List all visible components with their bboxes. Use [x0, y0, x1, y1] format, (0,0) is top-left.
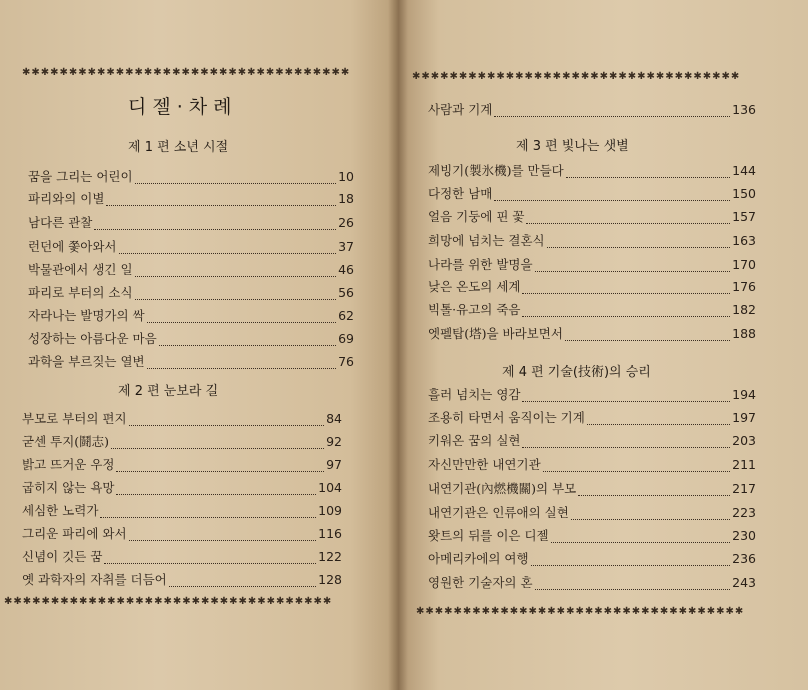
toc-entry-title: 희망에 넘치는 결혼식	[428, 233, 545, 248]
toc-entry-title: 자신만만한 내연기관	[428, 457, 541, 472]
toc-entry-title: 내연기관(內燃機關)의 부모	[428, 481, 577, 496]
toc-entry	[428, 256, 756, 274]
toc-entry	[22, 410, 342, 428]
toc-entry-page: 182	[732, 302, 756, 317]
toc-entry	[428, 208, 756, 226]
toc-entry-page: 188	[732, 326, 756, 341]
toc-entry	[28, 214, 354, 232]
toc-entry-page: 97	[326, 457, 342, 472]
toc-entry	[428, 432, 756, 450]
toc-entry	[428, 550, 756, 568]
toc-entry-title: 빅톨·유고의 죽음	[428, 302, 521, 317]
toc-entry-title: 낮은 온도의 세계	[428, 279, 521, 294]
toc-entry	[428, 409, 756, 427]
toc-entry-page: 128	[318, 572, 342, 587]
toc-entry-title: 얼음 기둥에 핀 꽃	[428, 209, 525, 224]
toc-entry	[428, 386, 756, 404]
toc-entry-title: 엣펠탑(塔)을 바라보면서	[428, 326, 563, 341]
toc-entry-page: 211	[732, 457, 756, 472]
toc-entry	[22, 479, 342, 497]
toc-entry-page: 144	[732, 163, 756, 178]
toc-entry-title: 신념이 깃든 꿈	[22, 549, 103, 564]
toc-entry-title: 그리운 파리에 와서	[22, 526, 127, 541]
toc-entry-page: 109	[318, 503, 342, 518]
ornament-border-top-left: ✱✱✱✱✱✱✱✱✱✱✱✱✱✱✱✱✱✱✱✱✱✱✱✱✱✱✱✱✱✱✱✱✱✱✱	[22, 67, 351, 78]
toc-entry-title: 파리와의 이별	[28, 191, 105, 206]
toc-entry	[428, 325, 756, 343]
toc-entry-page: 104	[318, 480, 342, 495]
toc-entry	[22, 571, 342, 589]
toc-entry-title: 세심한 노력가	[22, 503, 99, 518]
toc-entry-page: 150	[732, 186, 756, 201]
toc-entry-title: 옛 과학자의 자취를 더듬어	[22, 572, 167, 587]
book-gutter	[388, 0, 408, 690]
toc-entry-title: 꿈을 그리는 어린이	[28, 169, 133, 184]
toc-entry	[428, 504, 756, 522]
toc-entry-title: 밝고 뜨거운 우정	[22, 457, 115, 472]
toc-entry-page: 37	[338, 239, 354, 254]
toc-entry-page: 223	[732, 505, 756, 520]
toc-entry-title: 박물관에서 생긴 일	[28, 262, 133, 277]
toc-entry	[28, 330, 354, 348]
toc-entry-page: 46	[338, 262, 354, 277]
toc-entry	[28, 238, 354, 256]
toc-entry	[28, 284, 354, 302]
toc-entry	[428, 480, 756, 498]
toc-entry	[28, 353, 354, 371]
toc-entry-page: 136	[732, 102, 756, 117]
toc-entry	[28, 261, 354, 279]
part2-title: 제 2 편 눈보라 길	[118, 384, 219, 399]
ornament-border-bottom-right: ✱✱✱✱✱✱✱✱✱✱✱✱✱✱✱✱✱✱✱✱✱✱✱✱✱✱✱✱✱✱✱✱✱✱✱	[416, 606, 745, 617]
toc-entry-page: 116	[318, 526, 342, 541]
toc-entry	[428, 456, 756, 474]
part1-title: 제 1 편 소년 시절	[128, 140, 229, 155]
toc-entry	[428, 162, 756, 180]
book-title: 디젤·차례	[128, 96, 238, 118]
toc-entry-page: 230	[732, 528, 756, 543]
toc-entry-title: 자라나는 발명가의 싹	[28, 308, 145, 323]
toc-entry-title: 내연기관은 인류애의 실현	[428, 505, 569, 520]
toc-entry	[22, 548, 342, 566]
toc-entry-title: 런던에 쫓아와서	[28, 239, 117, 254]
toc-entry-page: 62	[338, 308, 354, 323]
toc-entry-page: 236	[732, 551, 756, 566]
toc-entry-page: 56	[338, 285, 354, 300]
toc-entry-page: 170	[732, 257, 756, 272]
part3-title: 제 3 편 빛나는 샛별	[516, 139, 629, 154]
toc-entry	[428, 232, 756, 250]
toc-entry-page: 243	[732, 575, 756, 590]
toc-entry-title: 영원한 기술자의 혼	[428, 575, 533, 590]
toc-entry-page: 163	[732, 233, 756, 248]
left-page	[0, 0, 398, 690]
toc-entry-title: 키워온 꿈의 실현	[428, 433, 521, 448]
toc-entry-title: 성장하는 아름다운 마음	[28, 331, 157, 346]
toc-entry-page: 217	[732, 481, 756, 496]
toc-entry-title: 나라를 위한 발명을	[428, 257, 533, 272]
toc-entry-page: 76	[338, 354, 354, 369]
toc-entry-page: 203	[732, 433, 756, 448]
ornament-border-bottom-left: ✱✱✱✱✱✱✱✱✱✱✱✱✱✱✱✱✱✱✱✱✱✱✱✱✱✱✱✱✱✱✱✱✱✱✱	[4, 596, 333, 607]
toc-entry-title: 부모로 부터의 편지	[22, 411, 127, 426]
toc-entry-page: 69	[338, 331, 354, 346]
toc-entry-page: 92	[326, 434, 342, 449]
toc-entry-title: 조용히 타면서 움직이는 기계	[428, 410, 585, 425]
toc-entry-title: 과학을 부르짖는 열변	[28, 354, 145, 369]
toc-entry	[28, 307, 354, 325]
toc-entry	[28, 168, 354, 186]
toc-entry-title: 다정한 남매	[428, 186, 493, 201]
toc-entry	[428, 527, 756, 545]
toc-entry-page: 26	[338, 215, 354, 230]
toc-entry-title: 아메리카에의 여행	[428, 551, 529, 566]
part4-title: 제 4 편 기술(技術)의 승리	[502, 365, 651, 380]
toc-entry	[22, 525, 342, 543]
toc-entry-title: 굽히지 않는 욕망	[22, 480, 115, 495]
toc-entry	[428, 301, 756, 319]
toc-entry	[428, 574, 756, 592]
toc-entry-page: 157	[732, 209, 756, 224]
toc-entry	[28, 190, 354, 208]
toc-entry-title: 남다른 관찰	[28, 215, 93, 230]
right-page	[398, 0, 808, 690]
ornament-border-top-right: ✱✱✱✱✱✱✱✱✱✱✱✱✱✱✱✱✱✱✱✱✱✱✱✱✱✱✱✱✱✱✱✱✱✱✱	[412, 71, 741, 82]
toc-entry	[428, 101, 756, 119]
toc-entry-title: 굳센 투지(鬪志)	[22, 434, 110, 449]
toc-entry	[22, 502, 342, 520]
toc-entry-page: 10	[338, 169, 354, 184]
toc-entry-page: 84	[326, 411, 342, 426]
toc-entry-title: 사람과 기계	[428, 102, 493, 117]
toc-entry	[428, 278, 756, 296]
toc-entry-page: 176	[732, 279, 756, 294]
toc-entry-page: 197	[732, 410, 756, 425]
toc-entry	[428, 185, 756, 203]
toc-entry-title: 파리로 부터의 소식	[28, 285, 133, 300]
toc-entry-page: 18	[338, 191, 354, 206]
toc-entry	[22, 456, 342, 474]
toc-entry-page: 122	[318, 549, 342, 564]
toc-entry	[22, 433, 342, 451]
toc-entry-title: 제빙기(製氷機)를 만들다	[428, 163, 564, 178]
toc-entry-page: 194	[732, 387, 756, 402]
toc-entry-title: 흘러 넘치는 영감	[428, 387, 521, 402]
toc-entry-title: 왓트의 뒤를 이은 디젤	[428, 528, 549, 543]
